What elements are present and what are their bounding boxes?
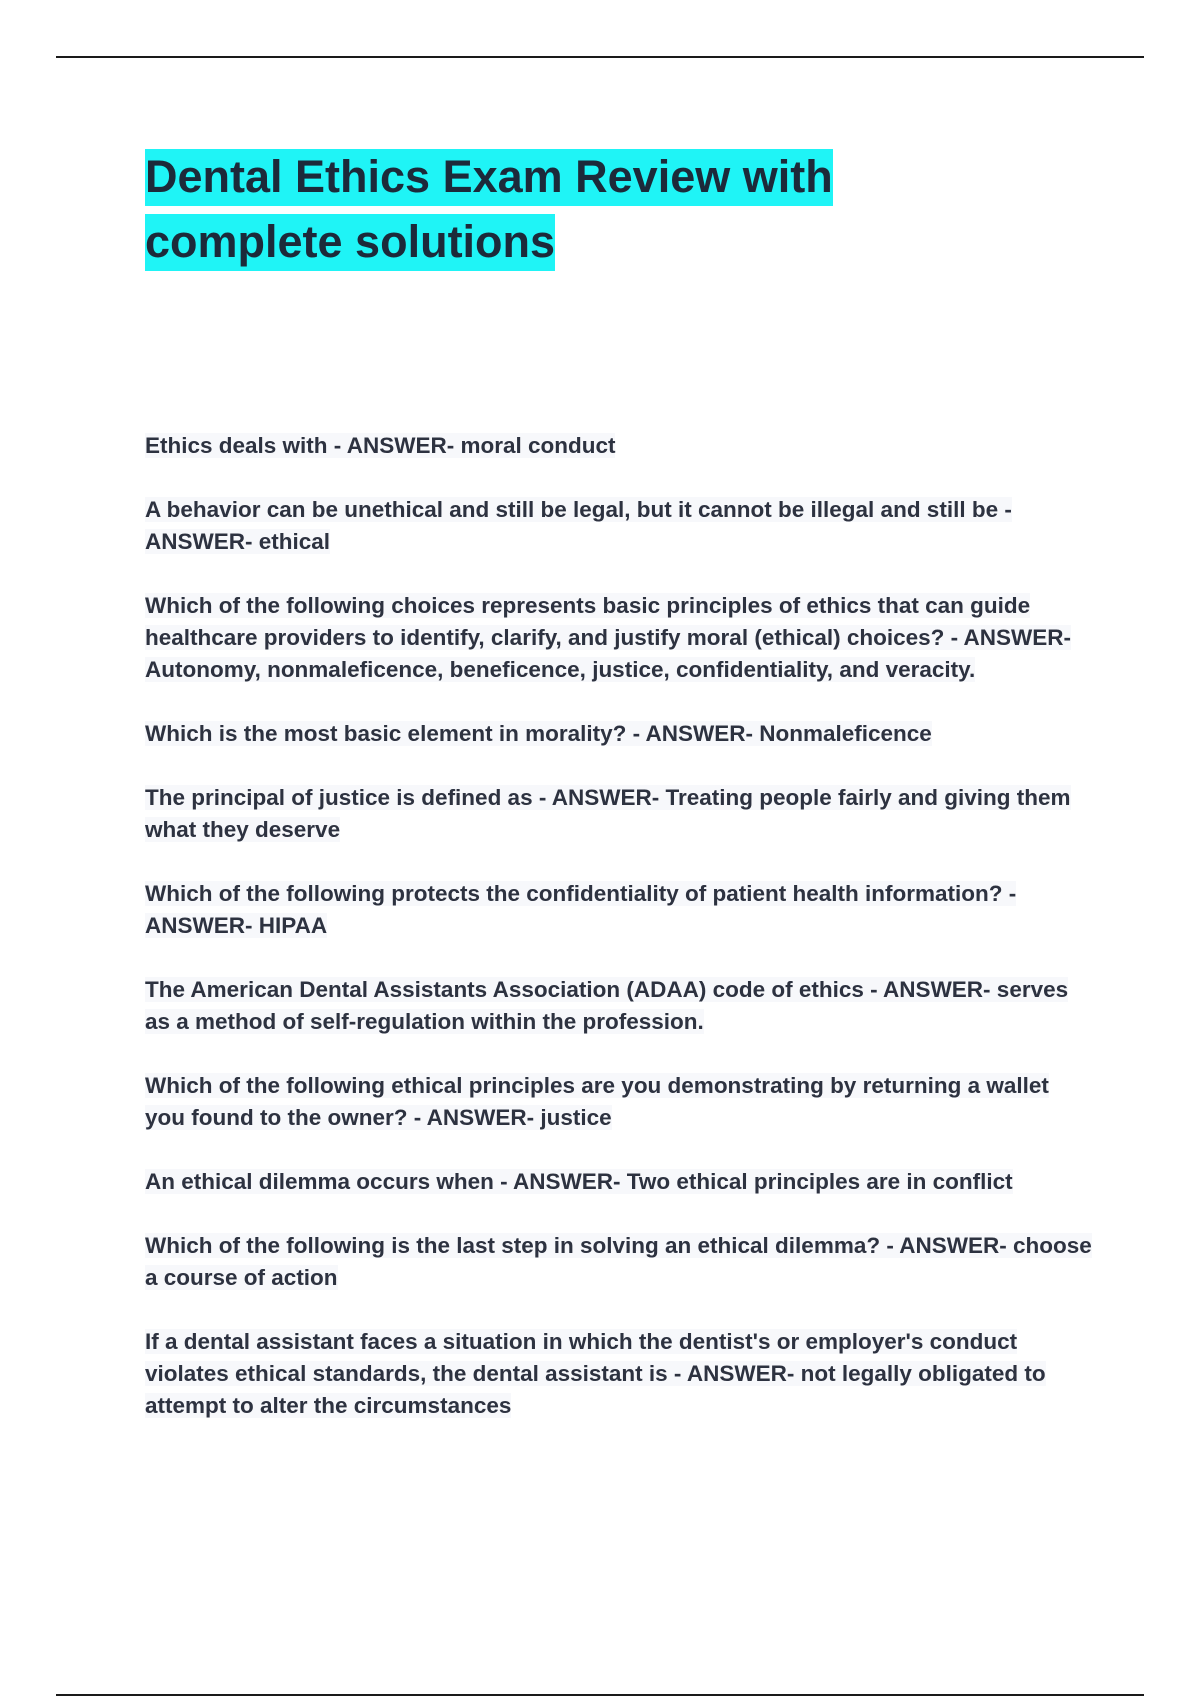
title-line-1: Dental Ethics Exam Review with [145,151,833,202]
qa-text: If a dental assistant faces a situation in which the dentist's or employer's conduct violates ethical standards, the dental assistant is - ANSWER- not legally obligated to attempt to alter the circumstances [145,1329,1046,1418]
qa-item-8 [145,1070,1095,1134]
qa-text: A behavior can be unethical and still be legal, but it cannot be illegal and still be - ANSWER- ethical [145,497,1012,554]
qa-text: Which of the following is the last step in solving an ethical dilemma? - ANSWER- choose a course of action [145,1233,1092,1290]
qa-text: Which of the following choices represents basic principles of ethics that can guide healthcare providers to identify, clarify, and justify moral (ethical) choices? - ANSWER- Autonomy, nonmaleficence, beneficence, justice, confidentiality, and veracity. [145,593,1072,682]
top-rule [56,56,1144,58]
qa-list [145,430,1095,1454]
qa-item-9 [145,1166,1095,1198]
qa-text: The principal of justice is defined as - ANSWER- Treating people fairly and giving them what they deserve [145,785,1071,842]
title-block [145,144,1045,274]
title-highlight [145,149,833,271]
qa-item-6 [145,878,1095,942]
page-title [145,144,1045,274]
qa-item-3 [145,590,1095,686]
qa-item-2 [145,494,1095,558]
qa-item-10 [145,1230,1095,1294]
qa-text: Which is the most basic element in morality? - ANSWER- Nonmaleficence [145,721,932,746]
qa-item-4 [145,718,1095,750]
qa-text: Which of the following protects the confidentiality of patient health information? - ANSWER- HIPAA [145,881,1017,938]
bottom-rule [56,1694,1144,1696]
title-line-2: complete solutions [145,216,556,267]
qa-text: Ethics deals with - ANSWER- moral conduct [145,433,616,458]
qa-text: Which of the following ethical principles are you demonstrating by returning a wallet you found to the owner? - ANSWER- justice [145,1073,1049,1130]
qa-text: The American Dental Assistants Association (ADAA) code of ethics - ANSWER- serves as a method of self-regulation within the profession. [145,977,1069,1034]
qa-item-11 [145,1326,1095,1422]
qa-item-1 [145,430,1095,462]
qa-text: An ethical dilemma occurs when - ANSWER- Two ethical principles are in conflict [145,1169,1013,1194]
qa-item-7 [145,974,1095,1038]
qa-item-5 [145,782,1095,846]
